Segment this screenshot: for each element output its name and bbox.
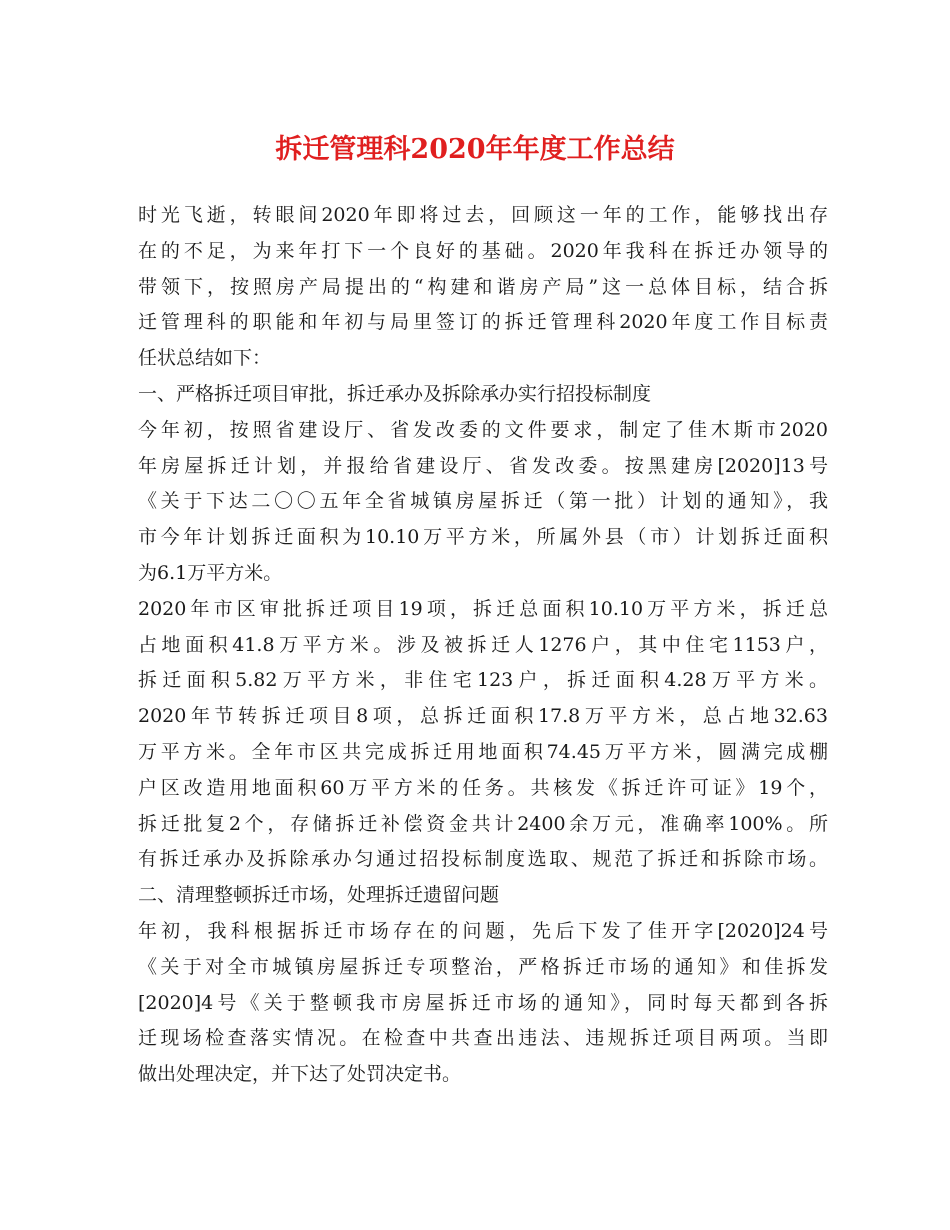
body-line: 占地面积41.8万平方米。涉及被拆迁人1276户，其中住宅1153户， xyxy=(138,633,828,656)
body-line: 二、清理整顿拆迁市场，处理拆迁遗留问题 xyxy=(138,884,500,907)
body-line: [2020]4号《关于整顿我市房屋拆迁市场的通知》，同时每天都到各拆 xyxy=(138,991,828,1014)
body-line: 年初，我科根据拆迁市场存在的问题，先后下发了佳开字[2020]24号 xyxy=(138,919,828,942)
body-line: 户区改造用地面积60万平方米的任务。共核发《拆迁许可证》19个， xyxy=(138,776,828,799)
body-line: 时光飞逝，转眼间2020年即将过去，回顾这一年的工作，能够找出存 xyxy=(138,204,828,226)
body-line: 任状总结如下： xyxy=(138,347,272,370)
body-line: 带领下，按照房产局提出的“构建和谐房产局”这一总体目标，结合拆 xyxy=(138,275,828,298)
body-line: 《关于下达二〇〇五年全省城镇房屋拆迁（第一批）计划的通知》，我 xyxy=(138,490,828,513)
body-line: 在的不足，为来年打下一个良好的基础。2020年我科在拆迁办领导的 xyxy=(138,239,828,262)
document-title: 拆迁管理科2020年年度工作总结 xyxy=(275,134,675,165)
body-line: 一、严格拆迁项目审批，拆迁承办及拆除承办实行招投标制度 xyxy=(138,382,652,405)
body-line: 有拆迁承办及拆除承办匀通过招投标制度选取、规范了拆迁和拆除市场。 xyxy=(138,848,828,871)
body-line: 年房屋拆迁计划，并报给省建设厅、省发改委。按黑建房[2020]13号 xyxy=(138,454,828,477)
body-line: 《关于对全市城镇房屋拆迁专项整治，严格拆迁市场的通知》和佳拆发 xyxy=(138,955,828,978)
body-line: 市今年计划拆迁面积为10.10万平方米，所属外县（市）计划拆迁面积 xyxy=(138,526,828,549)
body-line: 做出处理决定，并下达了处罚决定书。 xyxy=(138,1063,462,1086)
body-line: 拆迁批复2个，存储拆迁补偿资金共计2400余万元，准确率100%。所 xyxy=(138,812,828,835)
body-line: 2020年节转拆迁项目8项，总拆迁面积17.8万平方米，总占地32.63 xyxy=(138,705,828,728)
body-line: 今年初，按照省建设厅、省发改委的文件要求，制定了佳木斯市2020 xyxy=(138,418,828,441)
document-body xyxy=(138,198,828,1093)
body-line: 万平方米。全年市区共完成拆迁用地面积74.45万平方米，圆满完成棚 xyxy=(138,740,828,763)
body-line: 为6.1万平方米。 xyxy=(138,561,283,584)
body-line: 迁管理科的职能和年初与局里签订的拆迁管理科2020年度工作目标责 xyxy=(138,311,828,334)
body-line: 2020年市区审批拆迁项目19项，拆迁总面积10.10万平方米，拆迁总 xyxy=(138,597,828,620)
body-line: 迁现场检查落实情况。在检查中共查出违法、违规拆迁项目两项。当即 xyxy=(138,1027,828,1050)
body-line: 拆迁面积5.82万平方米，非住宅123户，拆迁面积4.28万平方米。 xyxy=(138,669,828,692)
